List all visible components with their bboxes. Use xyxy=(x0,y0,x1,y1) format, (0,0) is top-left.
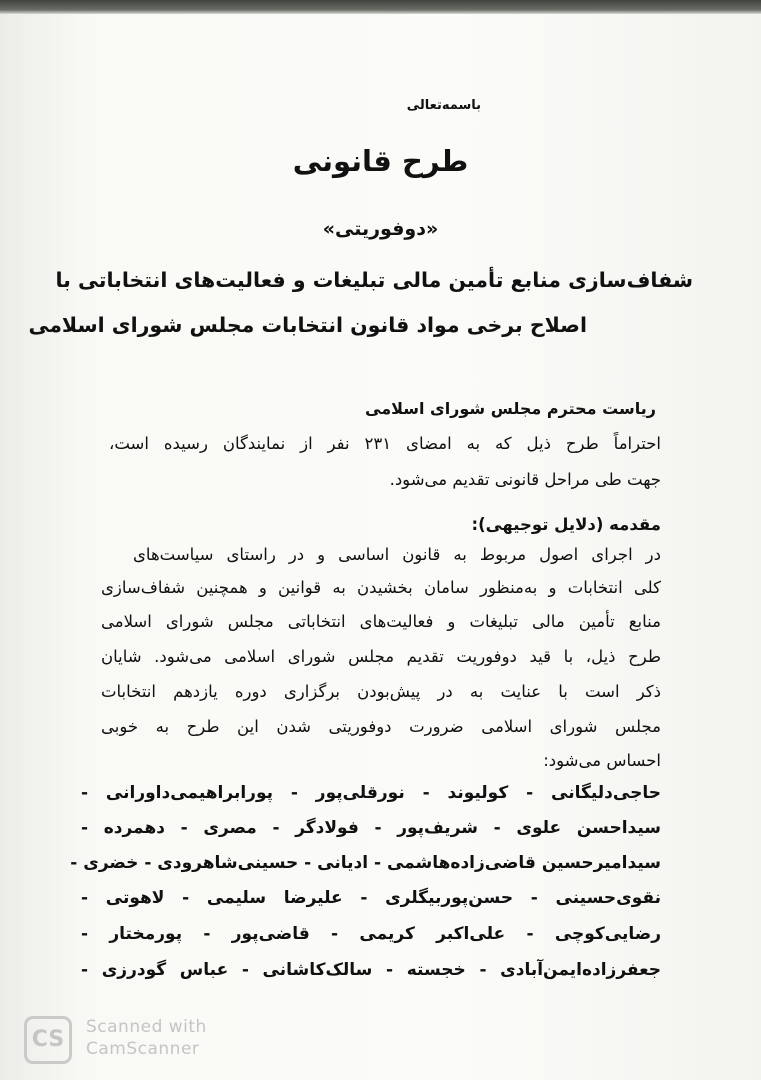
scan-top-edge xyxy=(0,0,761,14)
signatories-line: سیداحسن علوی - شریف‌پور - فولادگر - مصری - دهمرده - xyxy=(81,818,661,838)
introduction-line: ذکر است با عنایت به در پیش‌بودن برگزاری دوره یازدهم انتخابات xyxy=(101,682,661,701)
subject-line-2: اصلاح برخی مواد قانون انتخابات مجلس شورای اسلامی xyxy=(28,313,587,337)
introduction-line: منابع تأمین مالی تبلیغات و فعالیت‌های انتخاباتی مجلس شورای اسلامی xyxy=(101,612,661,631)
introduction-line: طرح ذیل، با قید دوفوریت تقدیم مجلس شورای اسلامی می‌شود. شایان xyxy=(101,647,661,666)
introduction-line: مجلس شورای اسلامی ضرورت دوفوریتی شدن این طرح به خوبی xyxy=(101,717,661,736)
signatories-line: سیدامیرحسین قاضی‌زاده‌هاشمی - ادیانی - حسینی‌شاهرودی - خضری - xyxy=(70,853,661,873)
basmala: باسمه‌تعالی xyxy=(406,98,481,113)
scanner-watermark xyxy=(86,1016,207,1060)
subject-line-1: شفاف‌سازی منابع تأمین مالی تبلیغات و فعالیت‌های انتخاباتی با xyxy=(55,268,693,292)
letter-line-1: احتراماً طرح ذیل که به امضای ۲۳۱ نفر از نمایندگان رسیده است، xyxy=(109,434,662,453)
watermark-line-1: Scanned with xyxy=(86,1017,207,1037)
signatories-line: رضایی‌کوچی - علی‌اکبر کریمی - قاضی‌پور - پورمختار - xyxy=(81,924,661,944)
camscanner-logo-icon: CS xyxy=(24,1016,72,1064)
document-title: طرح قانونی xyxy=(292,144,469,178)
introduction-line: کلی انتخابات و به‌منظور سامان بخشیدن به قوانین و همچنین شفاف‌سازی xyxy=(101,578,661,597)
addressee: ریاست محترم مجلس شورای اسلامی xyxy=(365,399,656,418)
watermark-line-2: CamScanner xyxy=(86,1039,200,1059)
urgency-label: «دوفوریتی» xyxy=(322,218,439,240)
signatories-line: جعفرزاده‌ایمن‌آبادی - خجسته - سالک‌کاشانی - عباس گودرزی - xyxy=(81,960,661,980)
signatories-line: نقوی‌حسینی - حسن‌پوربیگلری - علیرضا سلیمی - لاهوتی - xyxy=(81,888,661,908)
signatories-line: حاجی‌دلیگانی - کولیوند - نورقلی‌پور - پورابراهیمی‌داورانی - xyxy=(81,783,661,803)
introduction-line: احساس می‌شود: xyxy=(543,751,661,770)
letter-line-2: جهت طی مراحل قانونی تقدیم می‌شود. xyxy=(389,470,661,489)
introduction-heading: مقدمه (دلایل توجیهی): xyxy=(471,515,661,534)
introduction-line: در اجرای اصول مربوط به قانون اساسی و در راستای سیاست‌های xyxy=(133,545,661,564)
